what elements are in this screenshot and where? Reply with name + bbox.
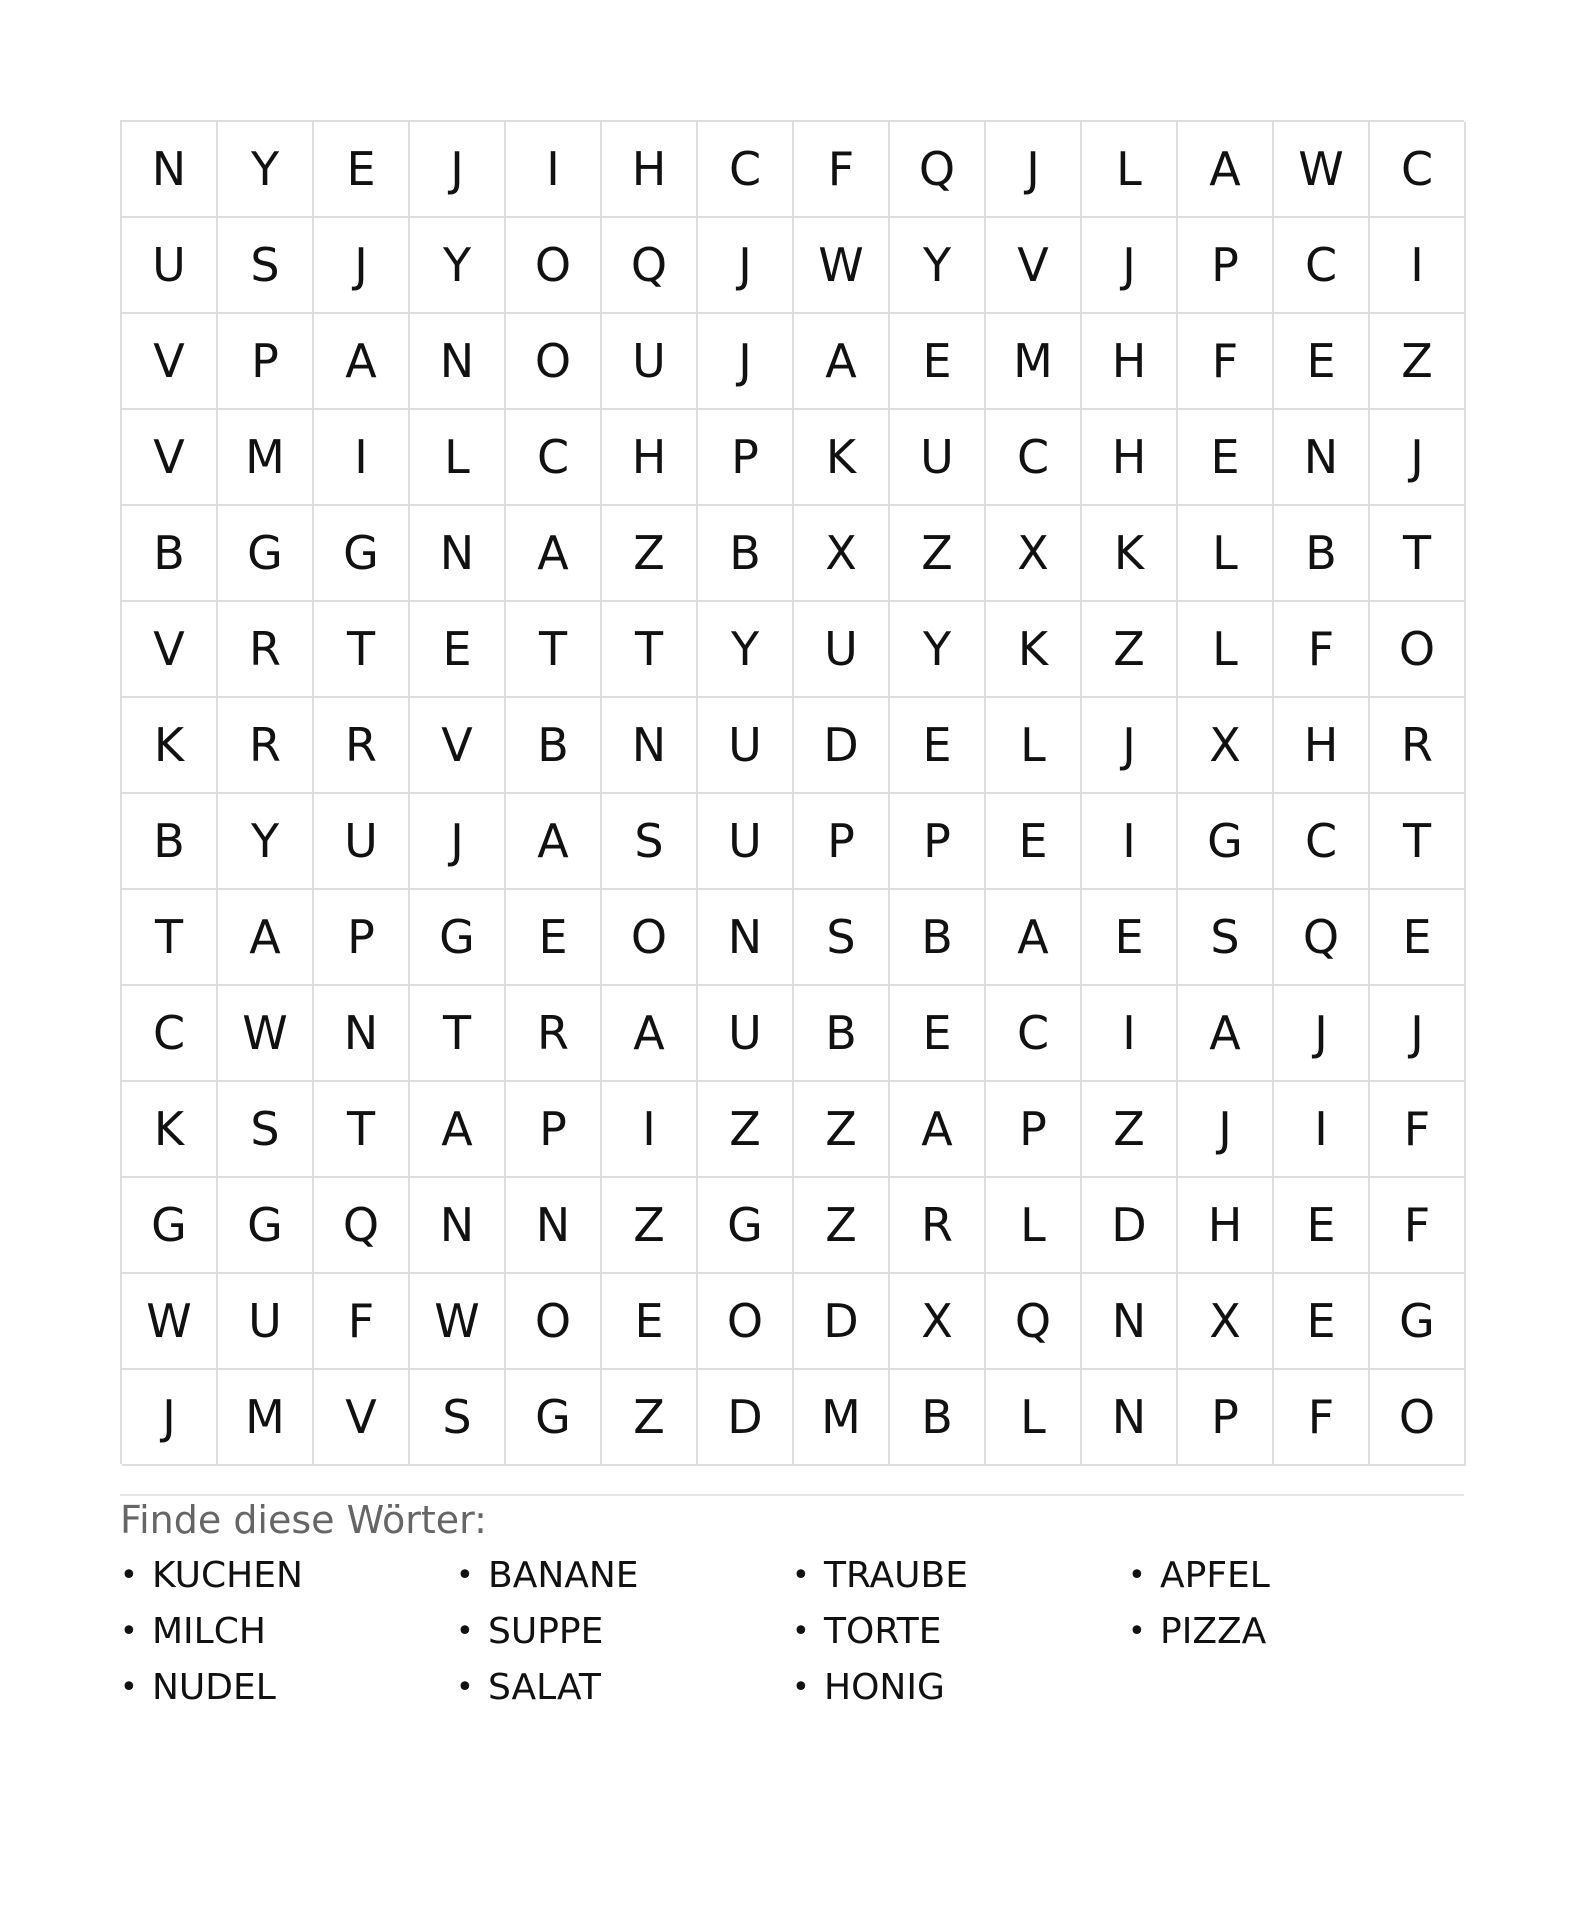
grid-cell[interactable]: S bbox=[794, 890, 890, 986]
grid-cell[interactable]: V bbox=[314, 1370, 410, 1466]
grid-cell[interactable]: E bbox=[1370, 890, 1466, 986]
grid-cell[interactable]: B bbox=[122, 794, 218, 890]
bullet-icon: • bbox=[792, 1614, 810, 1649]
grid-cell[interactable]: J bbox=[410, 794, 506, 890]
word-list-item bbox=[792, 1611, 942, 1652]
bullet-icon: • bbox=[120, 1558, 138, 1593]
grid-cell[interactable]: J bbox=[1370, 410, 1466, 506]
grid-cell[interactable]: R bbox=[890, 1178, 986, 1274]
word-label: SUPPE bbox=[488, 1611, 604, 1652]
grid-cell[interactable]: Y bbox=[698, 602, 794, 698]
grid-cell[interactable]: N bbox=[1082, 1274, 1178, 1370]
grid-cell[interactable]: D bbox=[794, 698, 890, 794]
grid-cell[interactable]: I bbox=[314, 410, 410, 506]
grid-cell[interactable]: A bbox=[218, 890, 314, 986]
grid-cell[interactable]: H bbox=[1274, 698, 1370, 794]
grid-cell[interactable]: E bbox=[1274, 314, 1370, 410]
grid-cell[interactable]: U bbox=[698, 794, 794, 890]
grid-cell[interactable]: A bbox=[890, 1082, 986, 1178]
grid-cell[interactable]: T bbox=[1370, 506, 1466, 602]
grid-cell[interactable]: O bbox=[602, 890, 698, 986]
grid-cell[interactable]: E bbox=[1082, 890, 1178, 986]
grid-cell[interactable]: U bbox=[602, 314, 698, 410]
grid-cell[interactable]: B bbox=[890, 890, 986, 986]
grid-cell[interactable]: Q bbox=[890, 122, 986, 218]
word-list-item bbox=[792, 1667, 945, 1708]
grid-cell[interactable]: J bbox=[122, 1370, 218, 1466]
grid-cell[interactable]: F bbox=[1370, 1082, 1466, 1178]
grid-cell[interactable]: C bbox=[1274, 218, 1370, 314]
grid-cell[interactable]: W bbox=[122, 1274, 218, 1370]
word-label: TORTE bbox=[824, 1611, 942, 1652]
grid-cell[interactable]: H bbox=[1082, 410, 1178, 506]
grid-cell[interactable]: P bbox=[314, 890, 410, 986]
grid-cell[interactable]: E bbox=[1274, 1178, 1370, 1274]
grid-cell[interactable]: J bbox=[698, 314, 794, 410]
grid-cell[interactable]: E bbox=[890, 314, 986, 410]
grid-cell[interactable]: C bbox=[986, 986, 1082, 1082]
bullet-icon: • bbox=[792, 1670, 810, 1705]
grid-cell[interactable]: F bbox=[1274, 602, 1370, 698]
grid-cell[interactable]: P bbox=[698, 410, 794, 506]
grid-cell[interactable]: N bbox=[410, 506, 506, 602]
grid-cell[interactable]: G bbox=[218, 506, 314, 602]
grid-cell[interactable]: C bbox=[1274, 794, 1370, 890]
grid-cell[interactable]: U bbox=[218, 1274, 314, 1370]
grid-cell[interactable]: E bbox=[890, 986, 986, 1082]
grid-cell[interactable]: T bbox=[506, 602, 602, 698]
grid-cell[interactable]: Y bbox=[890, 602, 986, 698]
grid-cell[interactable]: K bbox=[986, 602, 1082, 698]
grid-cell[interactable]: A bbox=[410, 1082, 506, 1178]
word-list-item bbox=[456, 1667, 601, 1708]
grid-cell[interactable]: U bbox=[698, 698, 794, 794]
word-label: NUDEL bbox=[152, 1667, 276, 1708]
grid-cell[interactable]: T bbox=[122, 890, 218, 986]
grid-cell[interactable]: T bbox=[410, 986, 506, 1082]
grid-cell[interactable]: G bbox=[506, 1370, 602, 1466]
grid-cell[interactable]: N bbox=[698, 890, 794, 986]
grid-cell[interactable]: B bbox=[794, 986, 890, 1082]
grid-cell[interactable]: L bbox=[986, 698, 1082, 794]
grid-cell[interactable]: O bbox=[506, 314, 602, 410]
grid-cell[interactable]: I bbox=[506, 122, 602, 218]
grid-cell[interactable]: D bbox=[1082, 1178, 1178, 1274]
grid-cell[interactable]: Z bbox=[1082, 1082, 1178, 1178]
grid-cell[interactable]: E bbox=[1178, 410, 1274, 506]
grid-cell[interactable]: B bbox=[122, 506, 218, 602]
grid-cell[interactable]: P bbox=[506, 1082, 602, 1178]
grid-cell[interactable]: M bbox=[218, 1370, 314, 1466]
grid-cell[interactable]: N bbox=[602, 698, 698, 794]
grid-cell[interactable]: K bbox=[794, 410, 890, 506]
grid-cell[interactable]: X bbox=[986, 506, 1082, 602]
grid-cell[interactable]: W bbox=[410, 1274, 506, 1370]
grid-cell[interactable]: J bbox=[410, 122, 506, 218]
grid-cell[interactable]: U bbox=[794, 602, 890, 698]
grid-cell[interactable]: A bbox=[1178, 986, 1274, 1082]
grid-cell[interactable]: G bbox=[1370, 1274, 1466, 1370]
grid-cell[interactable]: Q bbox=[314, 1178, 410, 1274]
word-label: APFEL bbox=[1160, 1555, 1270, 1596]
grid-cell[interactable]: A bbox=[506, 506, 602, 602]
grid-cell[interactable]: Z bbox=[602, 506, 698, 602]
grid-cell[interactable]: G bbox=[1178, 794, 1274, 890]
grid-cell[interactable]: L bbox=[1178, 602, 1274, 698]
grid-cell[interactable]: J bbox=[986, 122, 1082, 218]
grid-cell[interactable]: Z bbox=[1370, 314, 1466, 410]
grid-cell[interactable]: H bbox=[1178, 1178, 1274, 1274]
grid-cell[interactable]: P bbox=[986, 1082, 1082, 1178]
grid-cell[interactable]: E bbox=[986, 794, 1082, 890]
grid-cell[interactable]: J bbox=[1082, 218, 1178, 314]
grid-cell[interactable]: B bbox=[506, 698, 602, 794]
grid-cell[interactable]: Z bbox=[794, 1082, 890, 1178]
word-list-heading: Finde diese Wörter: bbox=[120, 1498, 487, 1542]
grid-cell[interactable]: X bbox=[890, 1274, 986, 1370]
grid-cell[interactable]: W bbox=[1274, 122, 1370, 218]
grid-cell[interactable]: A bbox=[602, 986, 698, 1082]
grid-cell[interactable]: N bbox=[122, 122, 218, 218]
grid-cell[interactable]: C bbox=[1370, 122, 1466, 218]
grid-cell[interactable]: O bbox=[506, 218, 602, 314]
grid-cell[interactable]: O bbox=[698, 1274, 794, 1370]
puzzle-grid bbox=[120, 120, 1464, 1464]
grid-cell[interactable]: U bbox=[890, 410, 986, 506]
word-label: PIZZA bbox=[1160, 1611, 1267, 1652]
grid-cell[interactable]: T bbox=[314, 1082, 410, 1178]
grid-cell[interactable]: Y bbox=[890, 218, 986, 314]
grid-cell[interactable]: I bbox=[1082, 986, 1178, 1082]
word-label: KUCHEN bbox=[152, 1555, 303, 1596]
grid-cell[interactable]: S bbox=[218, 1082, 314, 1178]
grid-cell[interactable]: C bbox=[122, 986, 218, 1082]
grid-cell[interactable]: J bbox=[1082, 698, 1178, 794]
grid-cell[interactable]: L bbox=[1178, 506, 1274, 602]
grid-cell[interactable]: V bbox=[122, 314, 218, 410]
grid-cell[interactable]: Q bbox=[602, 218, 698, 314]
grid-cell[interactable]: P bbox=[1178, 1370, 1274, 1466]
grid-cell[interactable]: P bbox=[218, 314, 314, 410]
grid-cell[interactable]: Z bbox=[794, 1178, 890, 1274]
word-label: BANANE bbox=[488, 1555, 639, 1596]
grid-cell[interactable]: Z bbox=[698, 1082, 794, 1178]
divider bbox=[120, 1494, 1464, 1496]
grid-cell[interactable]: F bbox=[1370, 1178, 1466, 1274]
word-list-item bbox=[120, 1667, 276, 1708]
grid-cell[interactable]: J bbox=[1274, 986, 1370, 1082]
grid-cell[interactable]: B bbox=[698, 506, 794, 602]
grid-cell[interactable]: C bbox=[986, 410, 1082, 506]
grid-cell[interactable]: E bbox=[410, 602, 506, 698]
grid-cell[interactable]: B bbox=[890, 1370, 986, 1466]
grid-cell[interactable]: J bbox=[698, 218, 794, 314]
grid-cell[interactable]: Z bbox=[602, 1370, 698, 1466]
grid-cell[interactable]: N bbox=[410, 314, 506, 410]
grid-cell[interactable]: F bbox=[1274, 1370, 1370, 1466]
grid-cell[interactable]: Y bbox=[218, 794, 314, 890]
grid-cell[interactable]: G bbox=[410, 890, 506, 986]
grid-cell[interactable]: F bbox=[794, 122, 890, 218]
word-list-item bbox=[456, 1555, 639, 1596]
grid-cell[interactable]: A bbox=[314, 314, 410, 410]
grid-cell[interactable]: M bbox=[218, 410, 314, 506]
grid-cell[interactable]: M bbox=[794, 1370, 890, 1466]
grid-cell[interactable]: A bbox=[794, 314, 890, 410]
word-list-item bbox=[456, 1611, 604, 1652]
word-list bbox=[120, 1555, 1464, 1738]
grid-cell[interactable]: Z bbox=[1082, 602, 1178, 698]
word-label: HONIG bbox=[824, 1667, 945, 1708]
grid-cell[interactable]: F bbox=[1178, 314, 1274, 410]
grid-cell[interactable]: P bbox=[1178, 218, 1274, 314]
grid-cell[interactable]: E bbox=[890, 698, 986, 794]
grid-cell[interactable]: U bbox=[122, 218, 218, 314]
grid-cell[interactable]: I bbox=[1274, 1082, 1370, 1178]
word-list-item bbox=[120, 1611, 266, 1652]
word-list-item bbox=[120, 1555, 303, 1596]
grid-cell[interactable]: G bbox=[122, 1178, 218, 1274]
grid-cell[interactable]: S bbox=[1178, 890, 1274, 986]
grid-cell[interactable]: C bbox=[506, 410, 602, 506]
grid-cell[interactable]: V bbox=[986, 218, 1082, 314]
grid-cell[interactable]: N bbox=[1082, 1370, 1178, 1466]
bullet-icon: • bbox=[120, 1670, 138, 1705]
grid-cell[interactable]: X bbox=[1178, 1274, 1274, 1370]
grid-cell[interactable]: W bbox=[794, 218, 890, 314]
grid-cell[interactable]: L bbox=[986, 1370, 1082, 1466]
grid-cell[interactable]: S bbox=[602, 794, 698, 890]
word-label: TRAUBE bbox=[824, 1555, 968, 1596]
grid-cell[interactable]: Y bbox=[410, 218, 506, 314]
grid-cell[interactable]: O bbox=[1370, 602, 1466, 698]
grid-cell[interactable]: J bbox=[314, 218, 410, 314]
grid-cell[interactable]: A bbox=[506, 794, 602, 890]
grid-cell[interactable]: Q bbox=[1274, 890, 1370, 986]
grid-cell[interactable]: R bbox=[218, 698, 314, 794]
grid-cell[interactable]: J bbox=[1370, 986, 1466, 1082]
grid-cell[interactable]: U bbox=[314, 794, 410, 890]
word-label: MILCH bbox=[152, 1611, 266, 1652]
grid-cell[interactable]: L bbox=[1082, 122, 1178, 218]
grid-cell[interactable]: Z bbox=[602, 1178, 698, 1274]
word-list-item bbox=[1128, 1611, 1267, 1652]
grid-cell[interactable]: V bbox=[122, 410, 218, 506]
grid-cell[interactable]: T bbox=[602, 602, 698, 698]
grid-cell[interactable]: S bbox=[218, 218, 314, 314]
grid-cell[interactable]: X bbox=[1178, 698, 1274, 794]
grid-cell[interactable]: N bbox=[314, 986, 410, 1082]
grid-cell[interactable]: R bbox=[1370, 698, 1466, 794]
grid-cell[interactable]: R bbox=[218, 602, 314, 698]
grid-cell[interactable]: I bbox=[602, 1082, 698, 1178]
grid-cell[interactable]: D bbox=[698, 1370, 794, 1466]
grid-cell[interactable]: T bbox=[1370, 794, 1466, 890]
word-list-item bbox=[1128, 1555, 1270, 1596]
grid-cell[interactable]: F bbox=[314, 1274, 410, 1370]
grid-cell[interactable]: M bbox=[986, 314, 1082, 410]
word-list-item bbox=[792, 1555, 968, 1596]
grid-cell[interactable]: T bbox=[314, 602, 410, 698]
grid-cell[interactable]: W bbox=[218, 986, 314, 1082]
bullet-icon: • bbox=[120, 1614, 138, 1649]
grid-cell[interactable]: C bbox=[698, 122, 794, 218]
grid-cell[interactable]: V bbox=[122, 602, 218, 698]
grid-cell[interactable]: Y bbox=[218, 122, 314, 218]
grid-cell[interactable]: G bbox=[218, 1178, 314, 1274]
bullet-icon: • bbox=[1128, 1558, 1146, 1593]
grid-cell[interactable]: P bbox=[794, 794, 890, 890]
grid-cell[interactable]: K bbox=[122, 1082, 218, 1178]
grid-cell[interactable]: G bbox=[698, 1178, 794, 1274]
grid-cell[interactable]: Z bbox=[890, 506, 986, 602]
grid-cell[interactable]: H bbox=[602, 122, 698, 218]
grid-cell[interactable]: N bbox=[1274, 410, 1370, 506]
grid-cell[interactable]: H bbox=[602, 410, 698, 506]
bullet-icon: • bbox=[456, 1558, 474, 1593]
grid-cell[interactable]: S bbox=[410, 1370, 506, 1466]
grid-cell[interactable]: D bbox=[794, 1274, 890, 1370]
grid-cell[interactable]: Q bbox=[986, 1274, 1082, 1370]
bullet-icon: • bbox=[456, 1670, 474, 1705]
grid-cell[interactable]: L bbox=[410, 410, 506, 506]
grid-cell[interactable]: K bbox=[1082, 506, 1178, 602]
grid-cell[interactable]: O bbox=[506, 1274, 602, 1370]
grid-cell[interactable]: I bbox=[1370, 218, 1466, 314]
grid-cell[interactable]: J bbox=[1178, 1082, 1274, 1178]
grid-cell[interactable]: K bbox=[122, 698, 218, 794]
grid-cell[interactable]: H bbox=[1082, 314, 1178, 410]
bullet-icon: • bbox=[1128, 1614, 1146, 1649]
grid-cell[interactable]: O bbox=[1370, 1370, 1466, 1466]
grid-cell[interactable]: E bbox=[506, 890, 602, 986]
grid-cell[interactable]: E bbox=[602, 1274, 698, 1370]
bullet-icon: • bbox=[456, 1614, 474, 1649]
grid-cell[interactable]: A bbox=[986, 890, 1082, 986]
grid-cell[interactable]: I bbox=[1082, 794, 1178, 890]
grid-cell[interactable]: V bbox=[410, 698, 506, 794]
grid-cell[interactable]: A bbox=[1178, 122, 1274, 218]
word-label: SALAT bbox=[488, 1667, 601, 1708]
grid-cell[interactable]: P bbox=[890, 794, 986, 890]
grid-cell[interactable]: L bbox=[986, 1178, 1082, 1274]
grid-cell[interactable]: R bbox=[506, 986, 602, 1082]
grid-cell[interactable]: B bbox=[1274, 506, 1370, 602]
grid-cell[interactable]: R bbox=[314, 698, 410, 794]
grid-cell[interactable]: G bbox=[314, 506, 410, 602]
grid-cell[interactable]: E bbox=[1274, 1274, 1370, 1370]
bullet-icon: • bbox=[792, 1558, 810, 1593]
grid-cell[interactable]: N bbox=[506, 1178, 602, 1274]
grid-cell[interactable]: N bbox=[410, 1178, 506, 1274]
grid-cell[interactable]: X bbox=[794, 506, 890, 602]
grid-cell[interactable]: E bbox=[314, 122, 410, 218]
grid-cell[interactable]: U bbox=[698, 986, 794, 1082]
